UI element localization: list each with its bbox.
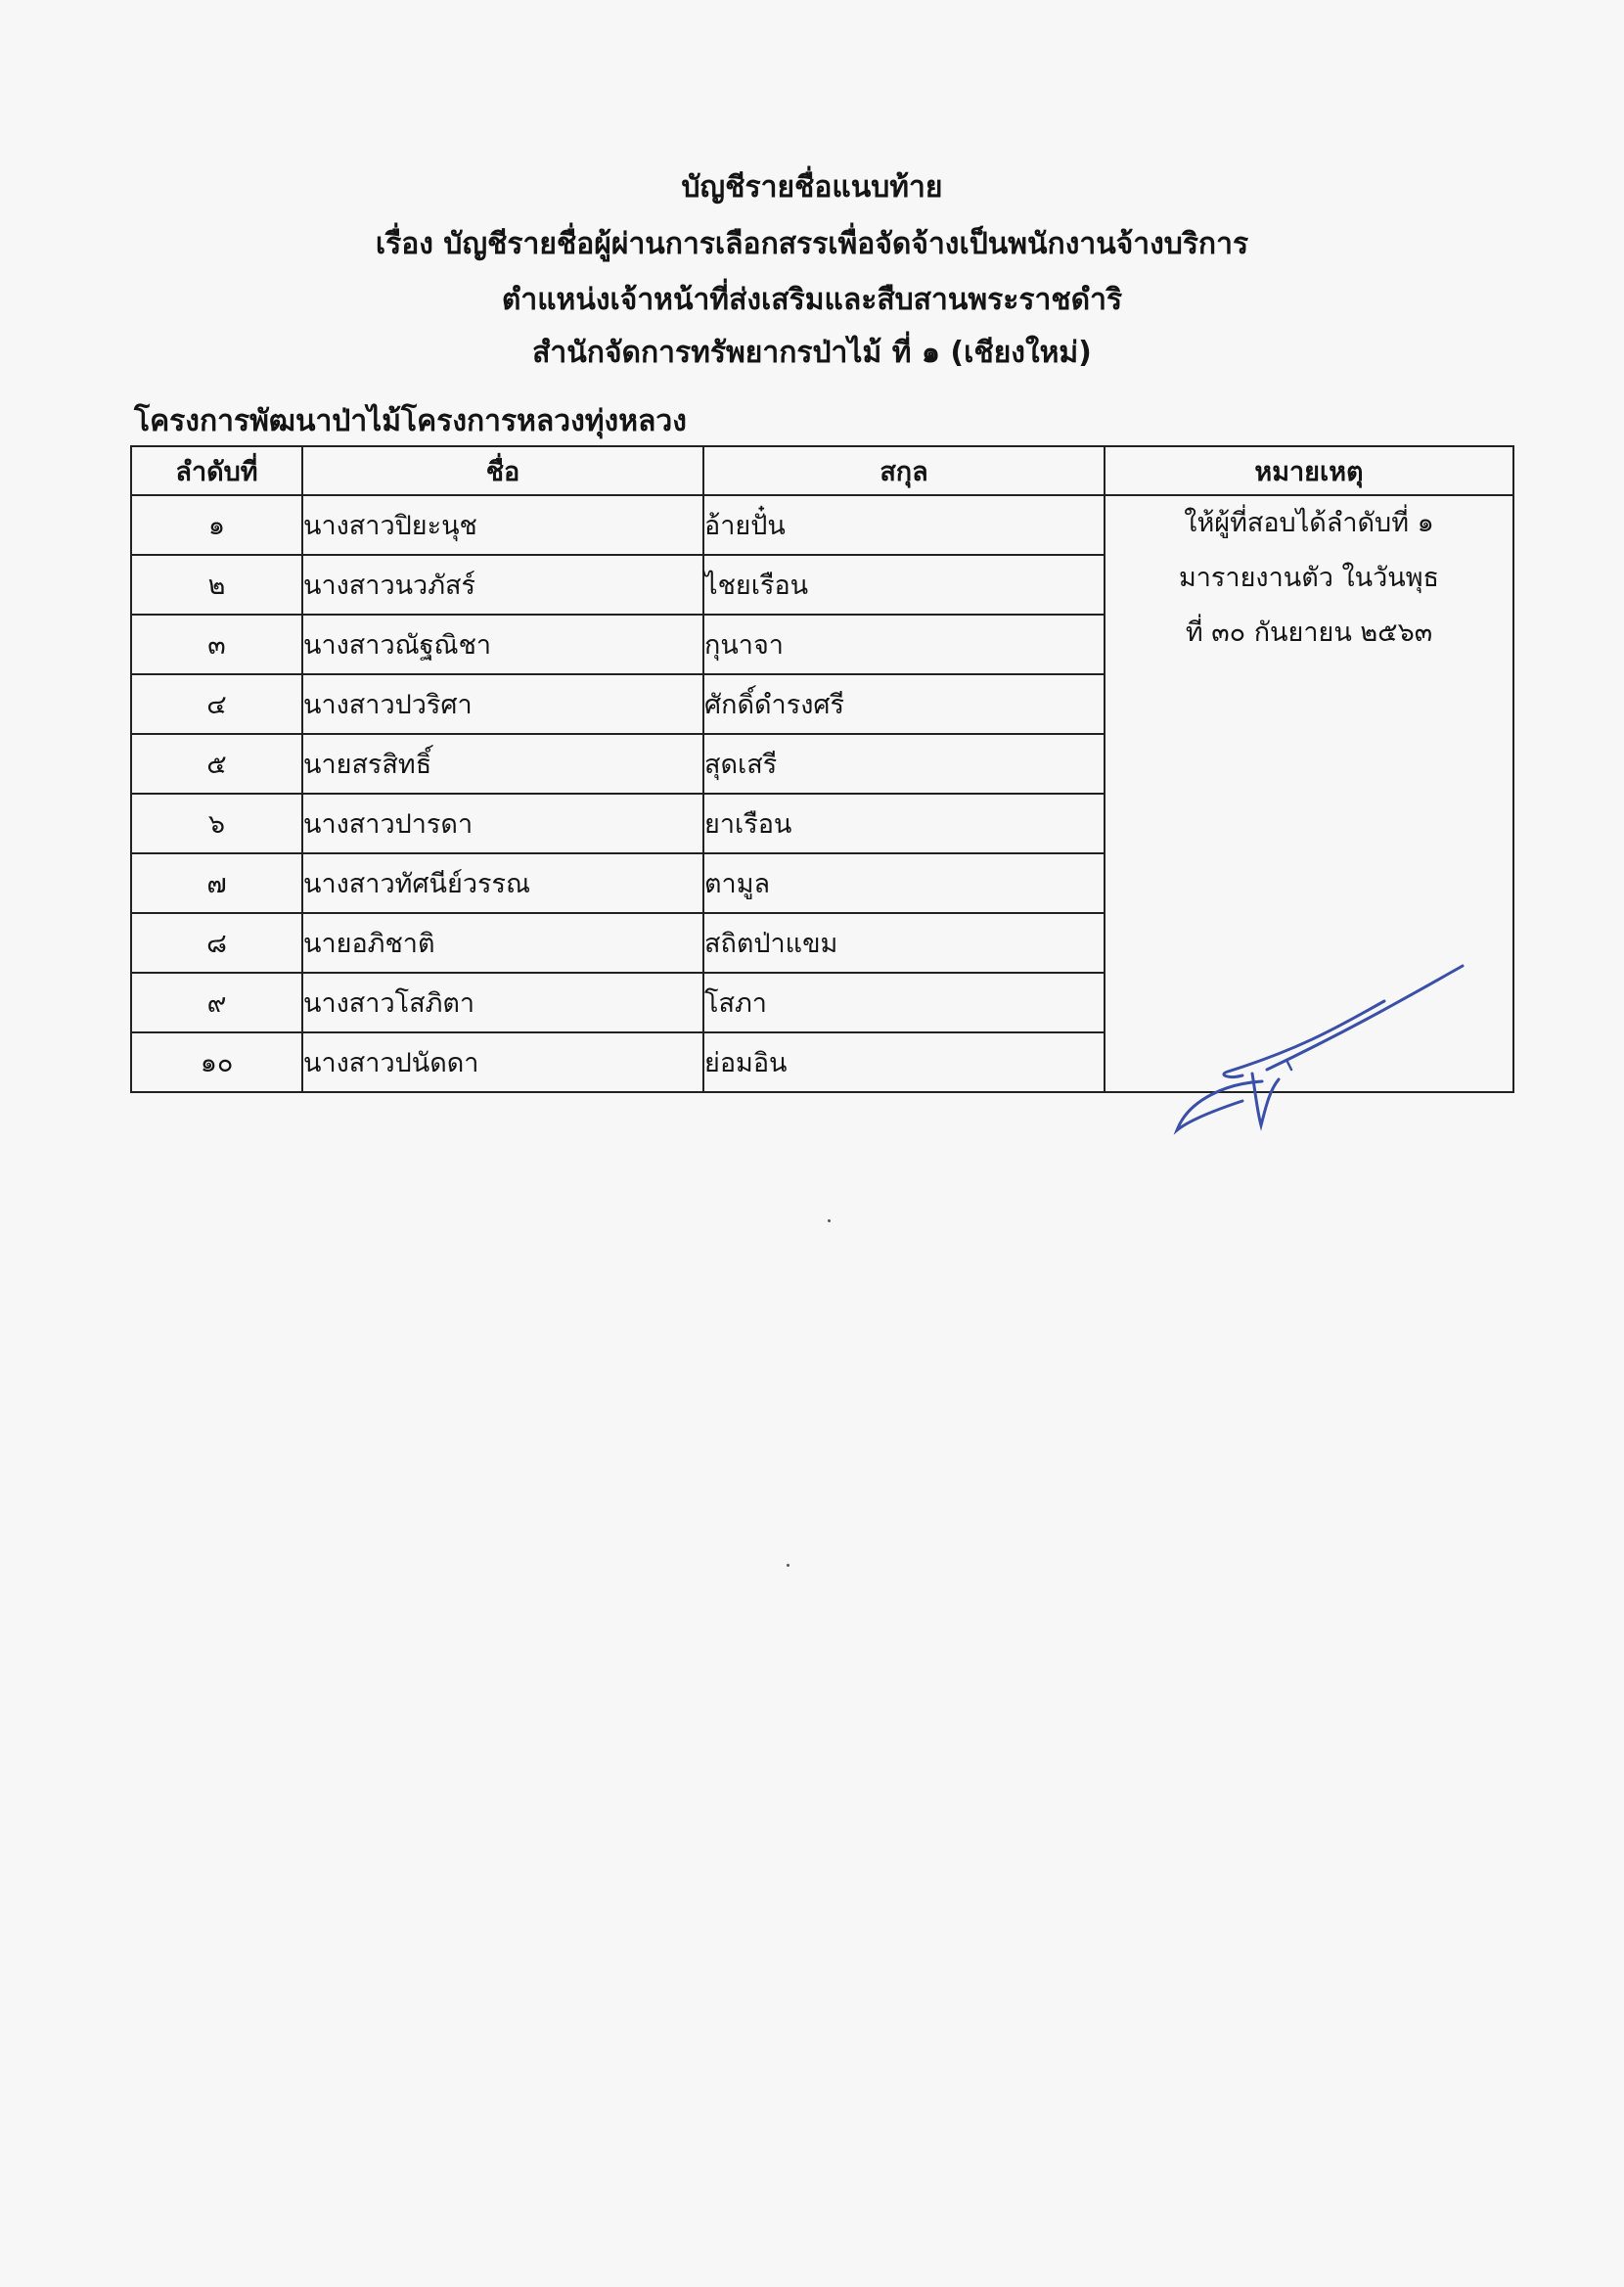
row-number: ๔ xyxy=(131,674,302,734)
header-remark: หมายเหตุ xyxy=(1105,446,1513,495)
handwritten-signature xyxy=(1159,954,1482,1150)
row-name: นางสาวนวภัสร์ xyxy=(302,555,703,615)
row-surname: ตามูล xyxy=(703,853,1105,913)
row-surname: ย่อมอิน xyxy=(703,1032,1105,1092)
row-surname: ศักดิ์ดำรงศรี xyxy=(703,674,1105,734)
row-number: ๗ xyxy=(131,853,302,913)
position-title: ตำแหน่งเจ้าหน้าที่ส่งเสริมและสืบสานพระราชดำริ xyxy=(501,283,1123,317)
section-title: โครงการพัฒนาป่าไม้โครงการหลวงทุ่งหลวง xyxy=(134,404,687,438)
office-name: สำนักจัดการทรัพยากรป่าไม้ ที่ ๑ (เชียงใหม่) xyxy=(532,336,1092,370)
row-surname: อ้ายปั๋น xyxy=(703,495,1105,555)
row-name: นายอภิชาติ xyxy=(302,913,703,973)
row-surname: ไชยเรือน xyxy=(703,555,1105,615)
row-number: ๘ xyxy=(131,913,302,973)
remark-line-2: มารายงานตัว ในวันพุธ xyxy=(1178,563,1440,593)
row-name: นายสรสิทธิ์ xyxy=(302,734,703,794)
row-name: นางสาวปิยะนุช xyxy=(302,495,703,555)
row-name: นางสาวปนัดดา xyxy=(302,1032,703,1092)
remark-line-1: ให้ผู้ที่สอบได้ลำดับที่ ๑ xyxy=(1184,508,1434,538)
row-number: ๕ xyxy=(131,734,302,794)
row-name: นางสาวณัฐณิชา xyxy=(302,615,703,674)
row-name: นางสาวปวริศา xyxy=(302,674,703,734)
table-header-row xyxy=(131,446,1513,495)
header-name: ชื่อ xyxy=(302,446,703,495)
paper-speck xyxy=(828,1219,831,1222)
row-number: ๙ xyxy=(131,973,302,1032)
row-surname: สถิตป่าแขม xyxy=(703,913,1105,973)
paper-speck xyxy=(787,1564,789,1567)
header-surname: สกุล xyxy=(703,446,1105,495)
row-surname: โสภา xyxy=(703,973,1105,1032)
document-subject: เรื่อง บัญชีรายชื่อผู้ผ่านการเลือกสรรเพื่อจัดจ้างเป็นพนักงานจ้างบริการ xyxy=(375,227,1249,261)
remark-line-3: ที่ ๓๐ กันยายน ๒๕๖๓ xyxy=(1185,617,1433,648)
row-surname: กุนาจา xyxy=(703,615,1105,674)
row-number: ๑๐ xyxy=(131,1032,302,1092)
row-surname: สุดเสรี xyxy=(703,734,1105,794)
document-title: บัญชีรายชื่อแนบท้าย xyxy=(681,170,943,205)
row-number: ๑ xyxy=(131,495,302,555)
row-number: ๓ xyxy=(131,615,302,674)
row-name: นางสาวปารดา xyxy=(302,794,703,853)
row-surname: ยาเรือน xyxy=(703,794,1105,853)
row-number: ๖ xyxy=(131,794,302,853)
row-name: นางสาวโสภิตา xyxy=(302,973,703,1032)
row-name: นางสาวทัศนีย์วรรณ xyxy=(302,853,703,913)
row-number: ๒ xyxy=(131,555,302,615)
header-order: ลำดับที่ xyxy=(131,446,302,495)
table-row xyxy=(131,495,1513,555)
